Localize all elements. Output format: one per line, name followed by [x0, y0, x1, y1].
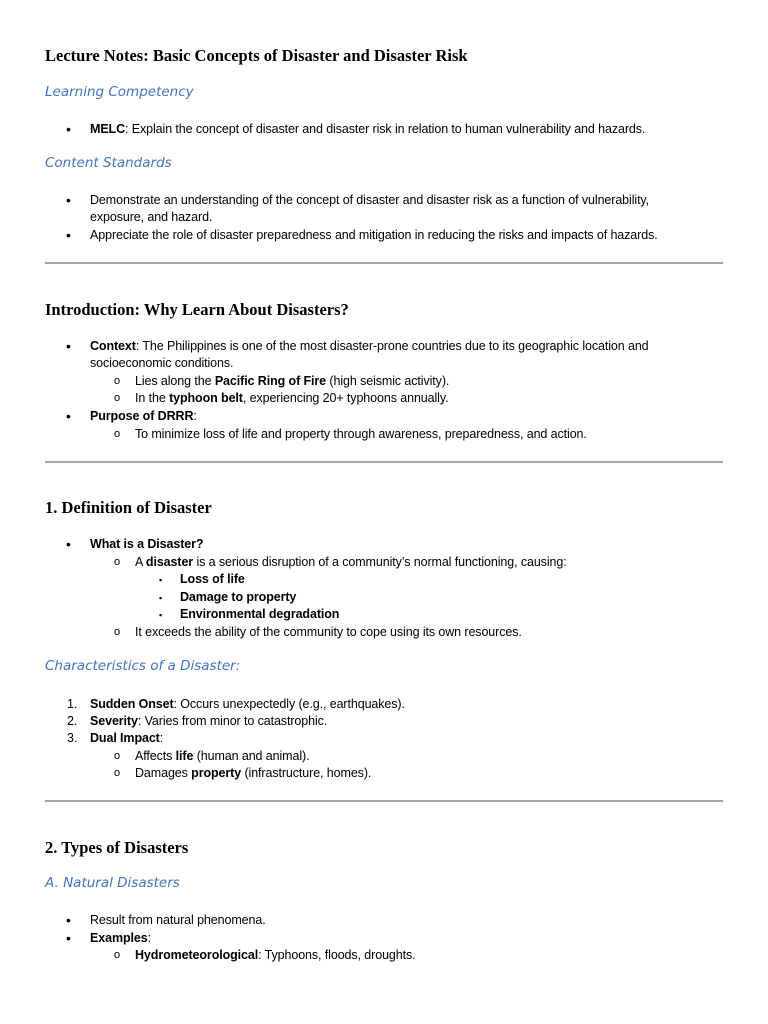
purpose-item: Purpose of DRRR: — [90, 409, 197, 423]
heading-types: 2. Types of Disasters — [45, 838, 189, 857]
heading-characteristics: Characteristics of a Disaster: — [45, 658, 241, 674]
sub-bullet: o — [114, 767, 121, 779]
heading-content-standards: Content Standards — [45, 155, 172, 171]
sub-bullet: o — [114, 626, 121, 638]
sub-bullet: o — [114, 556, 121, 568]
sub-bullet: o — [114, 750, 121, 762]
effect-item: Environmental degradation — [180, 607, 340, 621]
bullet: • — [66, 192, 71, 208]
heading-natural-disasters: A. Natural Disasters — [45, 875, 180, 891]
sub-bullet: o — [114, 428, 121, 440]
affects-life-item: Affects life (human and animal). — [135, 749, 310, 763]
context-line-2: socioeconomic conditions. — [90, 356, 234, 370]
bullet: • — [66, 121, 71, 137]
divider — [45, 262, 723, 264]
context-line-1: Context: The Philippines is one of the most disaster-prone countries due to its geographic location and — [90, 339, 649, 353]
bullet: • — [66, 408, 71, 424]
square-bullet: ▪ — [159, 593, 163, 603]
exceeds-text: It exceeds the ability of the community to cope using its own resources. — [135, 625, 522, 639]
characteristic-item: Sudden Onset: Occurs unexpectedly (e.g., earthquakes). — [90, 697, 405, 711]
bullet: • — [66, 338, 71, 354]
heading-introduction: Introduction: Why Learn About Disasters? — [45, 300, 349, 319]
heading-learning-competency: Learning Competency — [45, 84, 194, 100]
typhoon-belt-item: In the typhoon belt, experiencing 20+ typhoons annually. — [135, 391, 449, 405]
melc-item: MELC: Explain the concept of disaster and disaster risk in relation to human vulnerability and hazards. — [90, 122, 646, 136]
effect-item: Loss of life — [180, 572, 245, 586]
divider — [45, 800, 723, 802]
damages-property-item: Damages property (infrastructure, homes). — [135, 766, 372, 780]
standard-item-2: Appreciate the role of disaster preparedness and mitigation in reducing the risks and impacts of hazards. — [90, 228, 658, 242]
hydrometeorological-item: Hydrometeorological: Typhoons, floods, droughts. — [135, 948, 416, 962]
effect-item: Damage to property — [180, 590, 297, 604]
heading-definition: 1. Definition of Disaster — [45, 498, 212, 517]
sub-bullet: o — [114, 392, 121, 404]
divider — [45, 461, 723, 463]
sub-bullet: o — [114, 375, 121, 387]
document-title: Lecture Notes: Basic Concepts of Disaster and Disaster Risk — [45, 46, 468, 65]
list-number: 1. — [67, 697, 78, 711]
list-number: 2. — [67, 714, 78, 728]
square-bullet: ▪ — [159, 575, 163, 585]
natural-description: Result from natural phenomena. — [90, 913, 266, 927]
bullet: • — [66, 536, 71, 552]
definition-question: What is a Disaster? — [90, 537, 204, 551]
ring-of-fire-item: Lies along the Pacific Ring of Fire (high seismic activity). — [135, 374, 450, 388]
bullet: • — [66, 912, 71, 928]
standard-item-1-line-1: Demonstrate an understanding of the concept of disaster and disaster risk as a function of vulnerability, — [90, 193, 650, 207]
standard-item-1-line-2: exposure, and hazard. — [90, 210, 213, 224]
bullet: • — [66, 930, 71, 946]
list-number: 3. — [67, 731, 78, 745]
bullet: • — [66, 227, 71, 243]
sub-bullet: o — [114, 949, 121, 961]
examples-item: Examples: — [90, 931, 151, 945]
characteristic-item: Severity: Varies from minor to catastrophic. — [90, 714, 328, 728]
square-bullet: ▪ — [159, 610, 163, 620]
characteristic-item: Dual Impact: — [90, 731, 164, 745]
definition-text: A disaster is a serious disruption of a community’s normal functioning, causing: — [135, 555, 567, 569]
purpose-text: To minimize loss of life and property through awareness, preparedness, and action. — [135, 427, 587, 441]
